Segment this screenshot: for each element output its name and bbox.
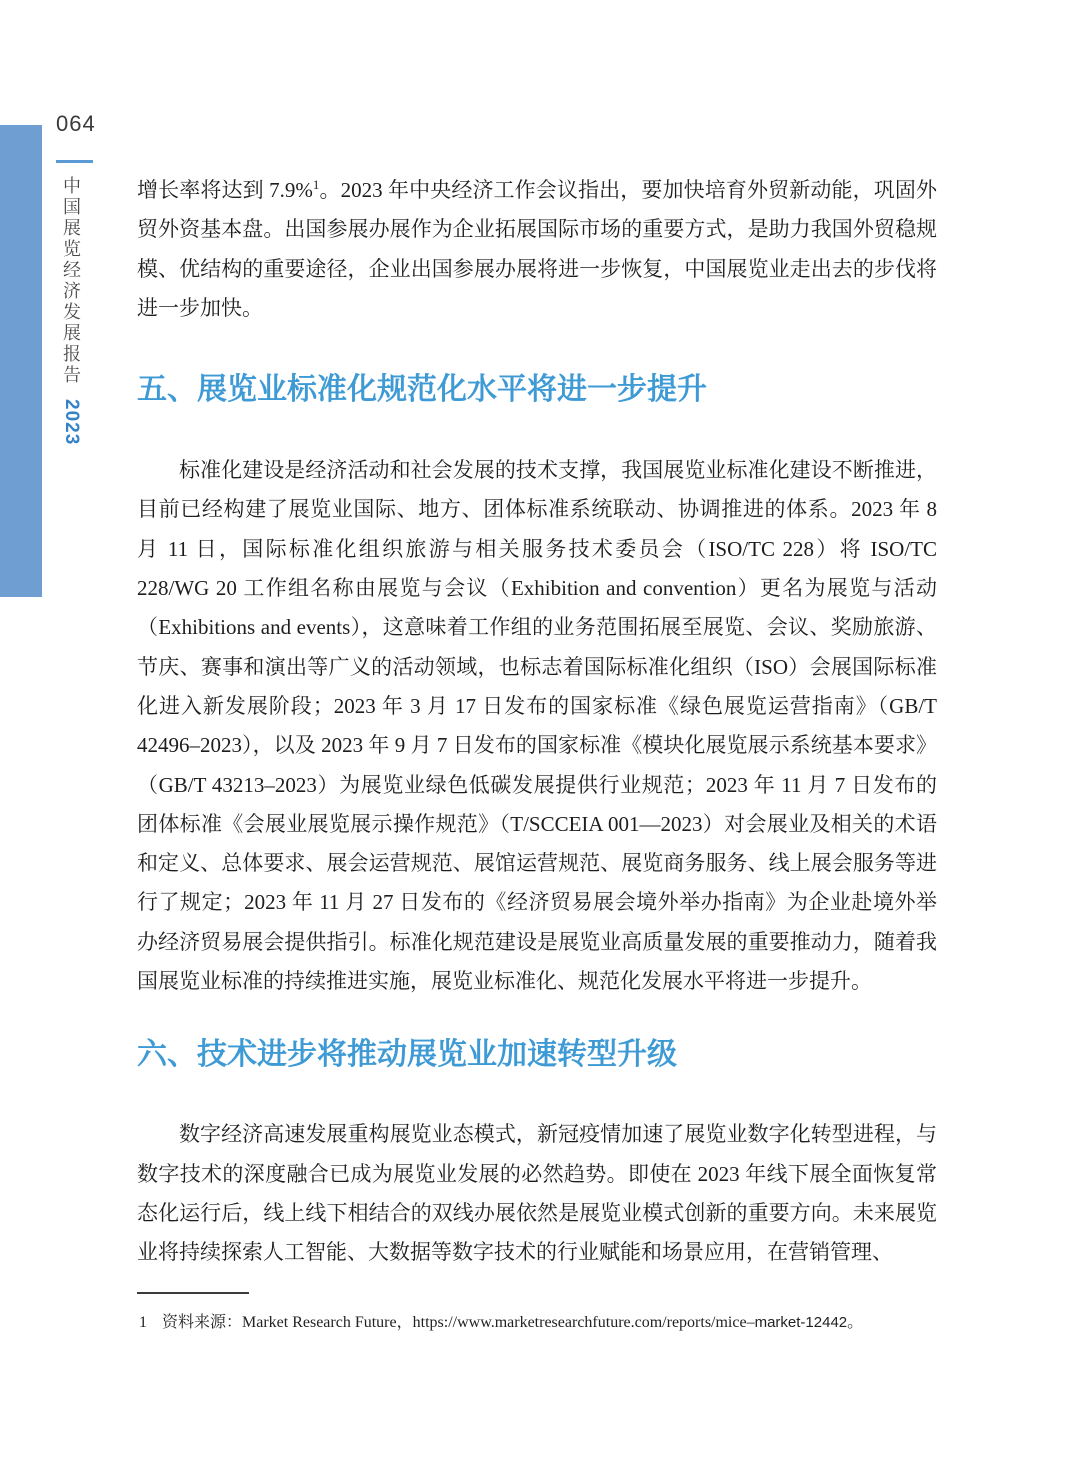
sidebar-vertical-title — [58, 176, 84, 476]
paragraph-technology: 数字经济高速发展重构展览业态模式，新冠疫情加速了展览业数字化转型进程，与数字技术的深度融合已成为展览业发展的必然趋势。即使在 2023 年线下展全面恢复常态化运行后，线上线下相结合的双线办展依然是展览业模式创新的重要方向。未来展览业将持续探索人工智能、大数据等数字技术的行业赋能和场景应用，在营销管理、 — [137, 1122, 937, 1265]
footnote-url-sans: market-12442 — [754, 1314, 848, 1331]
footnote-source-label: 资料来源：Market Research Future， — [162, 1314, 413, 1331]
sidebar-report-title: 中国展览经济发展报告 — [61, 176, 81, 386]
para1-text-rest: 。2023 年中央经济工作会议指出，要加快培育外贸新动能，巩固外贸外资基本盘。出国参展办展作为企业拓展国际市场的重要方式，是助力我国外贸稳规模、优结构的重要途径，企业出国参展办展将进一步恢复，中国展览业走出去的步伐将进一步加快。 — [137, 178, 937, 320]
section-heading-5: 五、展览业标准化规范化水平将进一步提升 — [137, 373, 707, 407]
main-text-column — [137, 171, 937, 1273]
sidebar-report-year: 2023 — [61, 399, 82, 446]
paragraph-foreign-trade — [137, 171, 937, 328]
footnote-suffix: 。 — [847, 1314, 864, 1331]
page-number: 064 — [56, 111, 96, 136]
footnote-number: 1 — [139, 1314, 147, 1331]
footnote-reference-marker: 1 — [312, 177, 320, 192]
footnote — [139, 1310, 939, 1336]
paragraph-standardization: 标准化建设是经济活动和社会发展的技术支撑，我国展览业标准化建设不断推进，目前已经构建了展览业国际、地方、团体标准系统联动、协调推进的体系。2023 年 8 月 11 日，国际标准化组织旅游与相关服务技术委员会（ISO/TC 228）将 ISO/TC 228/WG 20 工作组名称由展览与会议（Exhibition and convention）更名为展览与活动（Exhibitions and events），这意味着工作组的业务范围拓展至展览、会议、奖励旅游、节庆、赛事和演出等广义的活动领域，也标志着国际标准化组织（ISO）会展国际标准化进入新发展阶段；2023 年 3 月 17 日发布的国家标准《绿色展览运营指南》（GB/T 42496–2023），以及 2023 年 9 月 7 日发布的国家标准《模块化展览展示系统基本要求》（GB/T 43213–2023）为展览业绿色低碳发展提供行业规范；2023 年 11 月 7 日发布的团体标准《会展业展览展示操作规范》（T/SCCEIA 001—2023）对会展业及相关的术语和定义、总体要求、展会运营规范、展馆运营规范、展览商务服务、线上展会服务等进行了规定；2023 年 11 月 27 日发布的《经济贸易展会境外举办指南》为企业赴境外举办经济贸易展会提供指引。标准化规范建设是展览业高质量发展的重要推动力，随着我国展览业标准的持续推进实施，展览业标准化、规范化发展水平将进一步提升。 — [137, 458, 937, 994]
footnote-separator-line — [137, 1292, 249, 1294]
para1-text-prefix: 增长率将达到 7.9% — [137, 178, 313, 202]
page-number-underline — [56, 160, 93, 163]
section-heading-6: 六、技术进步将推动展览业加速转型升级 — [137, 1038, 677, 1072]
footnote-url-serif: https://www.marketresearchfuture.com/reports/mice– — [412, 1314, 755, 1331]
sidebar-accent-bar — [0, 125, 42, 597]
